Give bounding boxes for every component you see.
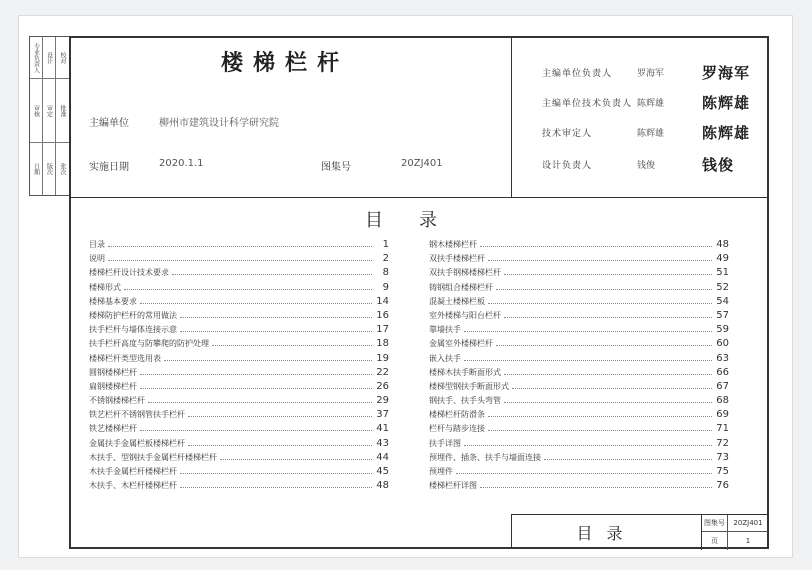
toc-leader-dots (140, 381, 372, 389)
toc-entry (89, 309, 389, 323)
toc-entry-page: 59 (716, 324, 729, 336)
toc-entry-page: 29 (376, 395, 389, 407)
toc-entry (429, 266, 729, 280)
toc-entry-title: 双扶手楼梯栏杆 (429, 254, 485, 264)
toc-entry-title: 扶手详图 (429, 438, 461, 448)
toc-entry-page: 37 (376, 409, 389, 421)
toc-leader-dots (124, 282, 372, 290)
toc-entry-page: 66 (716, 366, 729, 378)
toc-leader-dots (148, 395, 372, 403)
toc-leader-dots (180, 310, 372, 318)
toc-leader-dots (504, 310, 712, 318)
toc-entry-page: 57 (716, 309, 729, 321)
toc-entry (429, 479, 729, 493)
strip-cell: 审核 (30, 79, 43, 143)
toc-leader-dots (504, 395, 712, 403)
toc-entry (429, 422, 729, 436)
responsible-row (542, 154, 762, 174)
toc-leader-dots (464, 438, 712, 446)
signature: 罗海军 (702, 63, 751, 82)
toc-leader-dots (188, 409, 372, 417)
responsible-name: 陈辉雄 (637, 128, 665, 139)
toc-entry (429, 281, 729, 295)
strip-cell: 审定 (43, 79, 56, 143)
header-block (71, 38, 767, 198)
toc-entry (89, 337, 389, 351)
header-left (71, 38, 511, 198)
toc-entry-page: 75 (716, 466, 729, 477)
toc-entry-title: 室外楼梯与阳台栏杆 (429, 310, 501, 320)
strip-cell: 专业负责人 (30, 37, 43, 79)
toc-entry (89, 408, 389, 422)
toc-title: 目录 (365, 210, 473, 231)
date-label: 实施日期 (89, 162, 129, 173)
toc-entry-title: 预埋件、插条、扶手与墙面连接 (429, 452, 541, 462)
toc-entry-title: 双扶手钢梯楼梯栏杆 (429, 268, 501, 278)
toc-entry-title: 木扶手金属栏杆楼梯栏杆 (89, 467, 177, 476)
responsible-row (542, 122, 762, 142)
strip-cell: 设计 (43, 37, 56, 79)
strip-cell: 日期 (30, 143, 43, 195)
title-block-code-value: 20ZJ401 (728, 515, 768, 532)
toc-entry-title: 钢木楼梯栏杆 (429, 240, 477, 249)
org-label: 主编单位 (89, 118, 129, 129)
strip-cell: 校对 (56, 37, 69, 79)
responsible-name: 陈辉雄 (637, 98, 665, 109)
toc-entry-page: 63 (716, 352, 729, 364)
toc-entry-title: 混凝土楼梯栏板 (429, 296, 485, 306)
toc-entry-title: 楼梯木扶手断面形式 (429, 367, 501, 377)
atlas-title: 楼梯栏杆 (221, 50, 350, 76)
drawing-frame (69, 36, 769, 549)
toc-entry (429, 408, 729, 422)
toc-entry-title: 楼梯防护栏杆的常用做法 (89, 310, 177, 320)
toc-entry (429, 309, 729, 323)
toc-entry-title: 楼梯基本要求 (89, 296, 137, 306)
toc-entry (429, 366, 729, 380)
strip-cell: 张次 (59, 163, 66, 175)
responsible-role: 主编单位技术负责人 (542, 98, 633, 109)
title-block (511, 514, 767, 549)
toc-entry-page: 8 (382, 267, 389, 279)
signature: 陈辉雄 (702, 93, 751, 112)
toc-entry-page: 48 (716, 239, 729, 250)
toc-entry-title: 栏杆与踏步连接 (429, 424, 485, 434)
toc-entry-page: 17 (376, 324, 389, 336)
toc-entry-page: 48 (376, 480, 389, 492)
toc-entry-title: 靠墙扶手 (429, 325, 461, 335)
toc-entry-page: 1 (382, 239, 389, 250)
signature: 钱俊 (702, 155, 735, 174)
toc-entry-title: 铸钢组合楼梯栏杆 (429, 282, 493, 292)
title-block-grid (702, 515, 768, 550)
responsible-row (542, 62, 762, 82)
toc-entry (429, 252, 729, 266)
toc-leader-dots (140, 423, 372, 431)
toc-entry-page: 54 (716, 295, 729, 307)
strip-cell: 批准 (56, 79, 69, 143)
toc-entry (89, 266, 389, 280)
code-label: 图集号 (321, 162, 351, 173)
org-value: 柳州市建筑设计科学研究院 (159, 118, 279, 129)
toc-leader-dots (220, 452, 372, 460)
toc-entry (89, 366, 389, 380)
toc-entry-title: 金属扶手金属栏板楼梯栏杆 (89, 438, 185, 448)
toc-entry-title: 楼梯栏杆类型选用表 (89, 353, 161, 363)
toc-entry (89, 252, 389, 266)
toc-entry-title: 目录 (89, 240, 105, 249)
title-block-page-value: 1 (745, 537, 751, 545)
toc-leader-dots (164, 353, 372, 361)
toc-entry-page: 51 (716, 267, 729, 279)
toc-leader-dots (108, 239, 372, 247)
toc-entry-page: 49 (716, 253, 729, 265)
toc-leader-dots (212, 338, 372, 346)
responsible-role: 主编单位负责人 (542, 68, 613, 79)
toc-entry-title: 楼梯形式 (89, 282, 121, 292)
toc-entry-page: 44 (376, 451, 389, 463)
toc-entry-page: 72 (716, 437, 729, 449)
toc-entry-page: 2 (382, 253, 389, 265)
title-block-page-label: 页 (702, 532, 728, 550)
toc-leader-dots (488, 409, 712, 417)
toc-entry-title: 扶手栏杆高度与防攀爬的防护处理 (89, 339, 209, 349)
toc-leader-dots (512, 381, 712, 389)
toc-leader-dots (108, 253, 372, 261)
toc-entry-title: 圆钢楼梯栏杆 (89, 367, 137, 377)
toc-entry (429, 352, 729, 366)
toc-entry (89, 422, 389, 436)
toc-entry-title: 铁艺栏杆不锈钢管扶手栏杆 (89, 410, 185, 420)
toc-leader-dots (496, 282, 712, 290)
date-value: 2020.1.1 (159, 158, 204, 169)
toc-leader-dots (488, 423, 712, 431)
toc-leader-dots (504, 267, 712, 275)
toc-entry-page: 76 (716, 480, 729, 492)
toc-entry-title: 钢扶手、扶手头弯管 (429, 396, 501, 406)
toc-leader-dots (480, 239, 712, 247)
toc-entry (89, 281, 389, 295)
toc-entry-title: 楼梯栏杆设计技术要求 (89, 268, 169, 278)
toc-entry (429, 238, 729, 252)
toc-entry (89, 465, 389, 479)
toc-entry-page: 67 (716, 380, 729, 392)
toc-entry-page: 52 (716, 281, 729, 293)
toc-entry-title: 楼梯型钢扶手断面形式 (429, 381, 509, 391)
toc-entry-page: 73 (716, 451, 729, 463)
toc-entry (89, 394, 389, 408)
toc-entry (429, 451, 729, 465)
responsible-row (542, 92, 762, 112)
toc-entry-page: 19 (376, 352, 389, 364)
toc-entry (429, 437, 729, 451)
toc-entry-title: 不锈钢楼梯栏杆 (89, 396, 145, 406)
toc-entry (89, 380, 389, 394)
toc-entry-title: 楼梯栏杆防滑条 (429, 410, 485, 420)
toc-entry-title: 扶手栏杆与墙体连接示意 (89, 325, 177, 335)
toc-leader-dots (180, 324, 372, 332)
toc-leader-dots (488, 296, 712, 304)
responsible-role: 技术审定人 (542, 128, 593, 139)
toc-entry-page: 71 (716, 423, 729, 435)
toc-leader-dots (180, 480, 372, 488)
toc-entry-page: 45 (376, 466, 389, 477)
toc-entry (89, 352, 389, 366)
toc-entry-page: 22 (376, 366, 389, 378)
toc-entry-title: 嵌入扶手 (429, 353, 461, 363)
signature: 陈辉雄 (702, 123, 751, 142)
responsible-block (511, 38, 767, 198)
toc-entry-page: 43 (376, 437, 389, 449)
responsible-name: 钱俊 (637, 160, 656, 171)
toc-entry-page: 69 (716, 409, 729, 421)
toc-entry-title: 预埋件 (429, 467, 453, 476)
toc-entry (429, 394, 729, 408)
toc-leader-dots (140, 367, 372, 375)
toc-entry (89, 451, 389, 465)
drawing-sheet (19, 16, 792, 557)
toc-entry (429, 465, 729, 479)
toc-leader-dots (504, 367, 712, 375)
toc-entry-page: 60 (716, 338, 729, 350)
toc-entry (429, 295, 729, 309)
toc-entry-page: 9 (382, 281, 389, 293)
toc-entry-title: 木扶手、木栏杆楼梯栏杆 (89, 481, 177, 491)
toc-entry-page: 18 (376, 338, 389, 350)
toc-entry-page: 16 (376, 309, 389, 321)
toc-left-column (89, 238, 389, 493)
toc-entry-page: 14 (376, 295, 389, 307)
binding-strip (29, 36, 69, 196)
toc-leader-dots (488, 253, 712, 261)
toc-entry-title: 扁钢楼梯栏杆 (89, 381, 137, 391)
responsible-name: 罗海军 (637, 68, 665, 79)
toc-leader-dots (496, 338, 712, 346)
title-block-code-label: 图集号 (702, 515, 728, 532)
toc-entry (89, 238, 389, 252)
toc-entry-page: 41 (376, 423, 389, 435)
toc-right-column (429, 238, 729, 493)
code-value: 20ZJ401 (401, 158, 443, 169)
strip-cell: 版次 (43, 143, 56, 195)
toc-leader-dots (544, 452, 712, 460)
toc-leader-dots (464, 324, 712, 332)
toc-entry (89, 437, 389, 451)
toc-leader-dots (172, 267, 372, 275)
toc-entry (429, 323, 729, 337)
toc-entry-title: 铁艺楼梯栏杆 (89, 424, 137, 434)
toc-entry-title: 金属室外楼梯栏杆 (429, 339, 493, 349)
responsible-role: 设计负责人 (542, 160, 593, 171)
toc-entry (429, 337, 729, 351)
toc-entry-title: 楼梯栏杆详图 (429, 481, 477, 491)
toc-leader-dots (464, 353, 712, 361)
toc-leader-dots (180, 466, 372, 474)
toc-leader-dots (188, 438, 372, 446)
toc-entry (429, 380, 729, 394)
title-block-name: 目录 (512, 515, 702, 550)
toc-entry-title: 说明 (89, 254, 105, 264)
toc-leader-dots (140, 296, 372, 304)
toc-entry (89, 295, 389, 309)
toc-entry (89, 479, 389, 493)
toc-leader-dots (480, 480, 712, 488)
toc-entry (89, 323, 389, 337)
toc-leader-dots (456, 466, 712, 474)
toc-entry-page: 26 (376, 380, 389, 392)
toc-entry-title: 木扶手、型钢扶手金属栏杆楼梯栏杆 (89, 452, 217, 462)
toc-entry-page: 68 (716, 395, 729, 407)
